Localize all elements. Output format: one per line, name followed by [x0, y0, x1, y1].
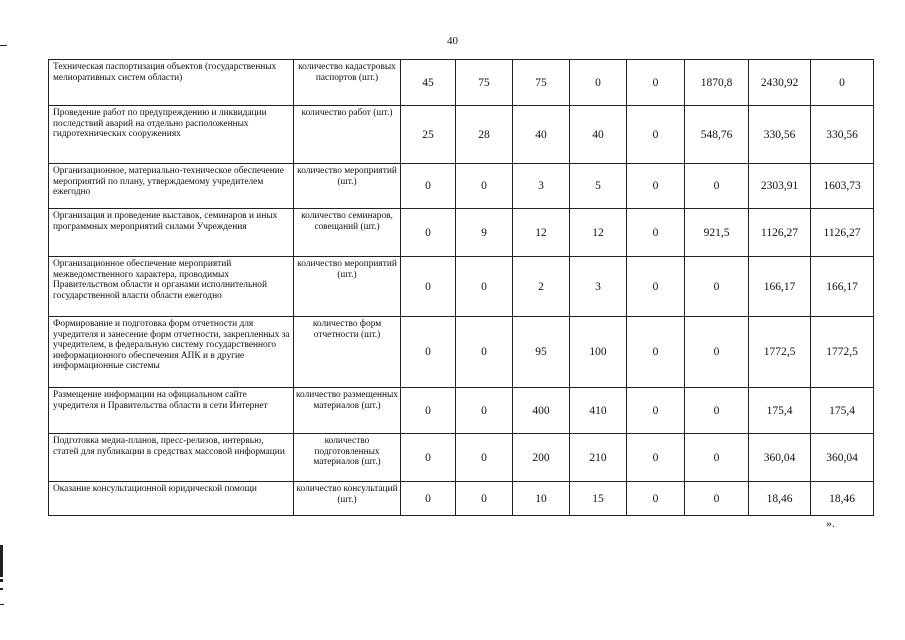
- row-value: 360,04: [811, 434, 874, 482]
- row-description: Формирование и подготовка форм отчетности для учредителя и занесение форм отчетности, закрепленных за учредителем, в федеральную систему государственного информационного обеспечения АПК и в другие информационные системы: [49, 317, 294, 388]
- row-value: 0: [627, 482, 685, 516]
- row-value: 0: [401, 164, 456, 209]
- table-row: [49, 106, 874, 164]
- row-value: 0: [456, 164, 513, 209]
- row-value: 400: [513, 388, 570, 434]
- row-value: 0: [685, 317, 749, 388]
- row-value: 0: [685, 257, 749, 317]
- scan-edge-mark: [0, 588, 3, 590]
- row-value: 75: [456, 60, 513, 106]
- row-value: 5: [570, 164, 627, 209]
- row-unit: количество мероприятий (шт.): [294, 164, 401, 209]
- row-value: 10: [513, 482, 570, 516]
- row-value: 0: [456, 257, 513, 317]
- row-value: 1772,5: [749, 317, 811, 388]
- row-value: 1603,73: [811, 164, 874, 209]
- row-value: 18,46: [749, 482, 811, 516]
- row-value: 9: [456, 209, 513, 257]
- row-value: 0: [627, 257, 685, 317]
- row-value: 0: [627, 388, 685, 434]
- row-unit: количество мероприятий (шт.): [294, 257, 401, 317]
- table-row: [49, 482, 874, 516]
- row-value: 1126,27: [811, 209, 874, 257]
- scan-edge-mark: [0, 545, 3, 577]
- scan-edge-mark: [0, 604, 4, 605]
- row-value: 0: [627, 434, 685, 482]
- row-value: 0: [456, 434, 513, 482]
- row-description: Организация и проведение выставок, семинаров и иных программных мероприятий силами Учреждения: [49, 209, 294, 257]
- table-row: [49, 209, 874, 257]
- row-value: 0: [685, 482, 749, 516]
- row-value: 2303,91: [749, 164, 811, 209]
- row-value: 40: [513, 106, 570, 164]
- row-description: Проведение работ по предупреждению и ликвидации последствий аварий на отдельно расположенных гидротехнических сооружениях: [49, 106, 294, 164]
- row-value: 0: [685, 388, 749, 434]
- row-unit: количество семинаров, совещаний (шт.): [294, 209, 401, 257]
- row-value: 0: [685, 434, 749, 482]
- row-value: 1772,5: [811, 317, 874, 388]
- row-value: 12: [570, 209, 627, 257]
- row-value: 75: [513, 60, 570, 106]
- row-value: 0: [627, 317, 685, 388]
- row-value: 0: [627, 60, 685, 106]
- row-unit: количество размещенных материалов (шт.): [294, 388, 401, 434]
- row-value: 0: [401, 317, 456, 388]
- row-value: 3: [570, 257, 627, 317]
- row-value: 0: [401, 434, 456, 482]
- row-description: Организационное, материально-техническое обеспечение мероприятий по плану, утверждаемому учредителем ежегодно: [49, 164, 294, 209]
- row-description: Оказание консультационной юридической помощи: [49, 482, 294, 516]
- row-value: 0: [685, 164, 749, 209]
- row-description: Подготовка медиа-планов, пресс-релизов, интервью, статей для публикации в средствах массовой информации: [49, 434, 294, 482]
- row-value: 3: [513, 164, 570, 209]
- row-value: 0: [627, 106, 685, 164]
- row-description: Техническая паспортизация объектов (государственных мелиоративных систем области): [49, 60, 294, 106]
- row-value: 210: [570, 434, 627, 482]
- row-value: 175,4: [811, 388, 874, 434]
- row-value: 175,4: [749, 388, 811, 434]
- row-value: 28: [456, 106, 513, 164]
- row-value: 0: [627, 164, 685, 209]
- scan-edge-mark: [0, 45, 7, 46]
- row-value: 330,56: [811, 106, 874, 164]
- row-value: 166,17: [749, 257, 811, 317]
- row-unit: количество форм отчетности (шт.): [294, 317, 401, 388]
- row-value: 18,46: [811, 482, 874, 516]
- row-value: 15: [570, 482, 627, 516]
- table-row: [49, 434, 874, 482]
- row-value: 2: [513, 257, 570, 317]
- row-description: Размещение информации на официальном сайте учредителя и Правительства области в сети Интернет: [49, 388, 294, 434]
- row-value: 166,17: [811, 257, 874, 317]
- row-unit: количество консультаций (шт.): [294, 482, 401, 516]
- scan-edge-mark: [0, 579, 3, 582]
- row-value: 360,04: [749, 434, 811, 482]
- page-number: 40: [447, 35, 458, 47]
- row-value: 0: [456, 317, 513, 388]
- row-value: 548,76: [685, 106, 749, 164]
- row-value: 0: [401, 482, 456, 516]
- closing-quote: ».: [826, 516, 835, 530]
- row-value: 95: [513, 317, 570, 388]
- row-value: 0: [456, 482, 513, 516]
- row-value: 12: [513, 209, 570, 257]
- table-row: [49, 257, 874, 317]
- row-value: 100: [570, 317, 627, 388]
- row-value: 1870,8: [685, 60, 749, 106]
- row-value: 921,5: [685, 209, 749, 257]
- row-value: 2430,92: [749, 60, 811, 106]
- row-value: 0: [811, 60, 874, 106]
- row-value: 0: [570, 60, 627, 106]
- row-value: 1126,27: [749, 209, 811, 257]
- row-value: 40: [570, 106, 627, 164]
- row-unit: количество подготовленных материалов (шт.): [294, 434, 401, 482]
- row-value: 0: [401, 209, 456, 257]
- row-value: 200: [513, 434, 570, 482]
- row-value: 0: [401, 257, 456, 317]
- row-value: 25: [401, 106, 456, 164]
- table-row: [49, 164, 874, 209]
- table-row: [49, 388, 874, 434]
- row-value: 330,56: [749, 106, 811, 164]
- row-value: 0: [401, 388, 456, 434]
- row-value: 0: [456, 388, 513, 434]
- row-value: 410: [570, 388, 627, 434]
- indicators-table: [48, 59, 874, 516]
- row-value: 45: [401, 60, 456, 106]
- table-row: [49, 60, 874, 106]
- row-description: Организационное обеспечение мероприятий межведомственного характера, проводимых Правительством области и органами исполнительной государственной власти области ежегодно: [49, 257, 294, 317]
- row-value: 0: [627, 209, 685, 257]
- row-unit: количество работ (шт.): [294, 106, 401, 164]
- table-row: [49, 317, 874, 388]
- row-unit: количество кадастровых паспортов (шт.): [294, 60, 401, 106]
